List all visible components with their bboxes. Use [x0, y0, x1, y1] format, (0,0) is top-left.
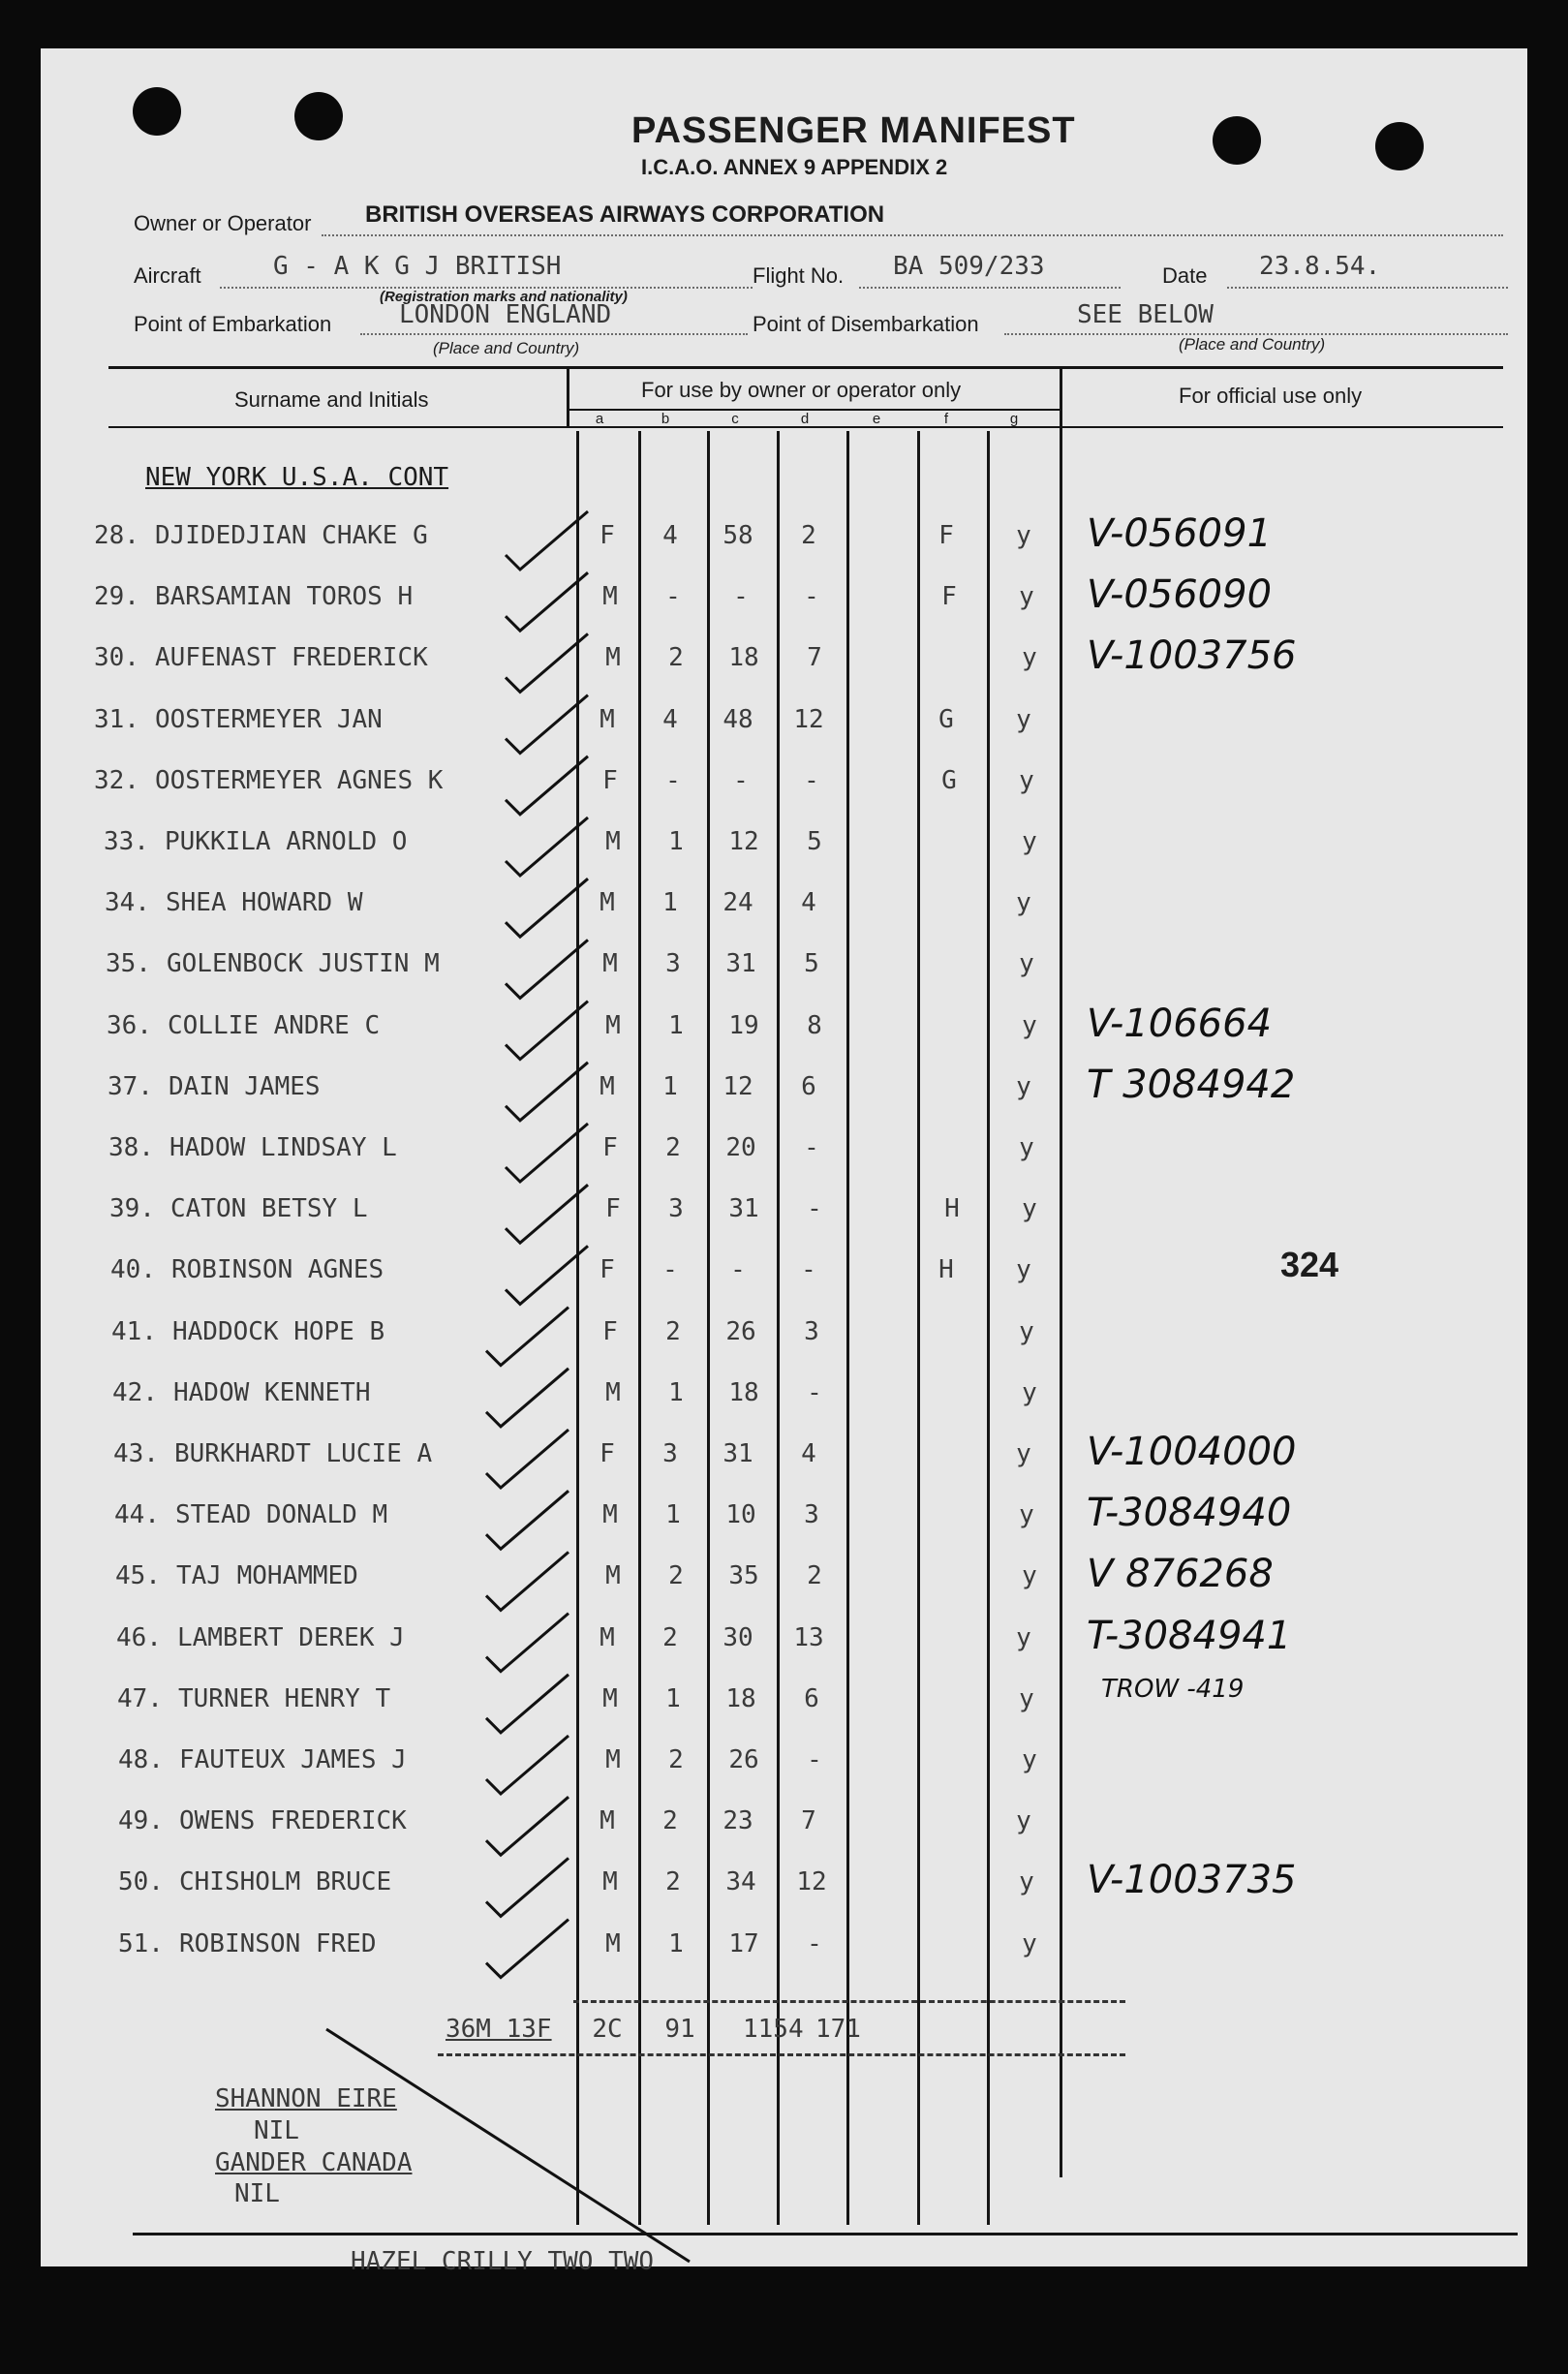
cell-d: 12: [796, 1867, 827, 1896]
cell-d: 6: [801, 1072, 816, 1101]
check-mark: [506, 879, 588, 937]
cell-d: -: [804, 766, 819, 795]
passenger-name: GOLENBOCK JUSTIN M: [167, 949, 440, 978]
cell-d: 2: [807, 1561, 822, 1590]
cell-a: M: [600, 1806, 615, 1835]
cell-g: y: [1019, 1684, 1034, 1713]
cell-c: 48: [723, 705, 753, 734]
disembark-value: SEE BELOW: [1077, 300, 1214, 329]
check-mark: [506, 572, 588, 631]
cell-b: 2: [662, 1806, 678, 1835]
check-mark: [506, 695, 588, 754]
cell-b: 3: [662, 1439, 678, 1468]
cell-c: 12: [723, 1072, 753, 1101]
row-number: 35.: [106, 949, 151, 978]
cell-a: F: [600, 1255, 615, 1284]
date-label: Date: [1162, 263, 1208, 288]
official-annotation: V-1003756: [1087, 633, 1297, 678]
cell-d: -: [804, 1133, 819, 1162]
pen-diagonal-stroke: [326, 2029, 690, 2262]
row-number: 46.: [116, 1623, 162, 1652]
cell-c: 18: [725, 1684, 756, 1713]
cell-c: 17: [728, 1929, 759, 1958]
col-surname: Surname and Initials: [234, 387, 429, 412]
passenger-name: BURKHARDT LUCIE A: [174, 1439, 433, 1468]
row-number: 44.: [114, 1500, 160, 1529]
cell-a: M: [600, 1072, 615, 1101]
row-number: 49.: [118, 1806, 164, 1835]
passenger-name: ROBINSON FRED: [179, 1929, 377, 1958]
cell-g: y: [1019, 1133, 1034, 1162]
cell-a: F: [600, 521, 615, 550]
cell-f: H: [938, 1255, 954, 1284]
row-number: 38.: [108, 1133, 154, 1162]
registration-note: (Registration marks and nationality): [380, 289, 628, 305]
cell-g: y: [1016, 1806, 1031, 1835]
cell-b: 1: [665, 1500, 681, 1529]
cell-g: y: [1019, 1500, 1034, 1529]
aircraft-value: G - A K G J BRITISH: [273, 252, 562, 281]
cell-c: 30: [723, 1623, 753, 1652]
cell-g: y: [1016, 888, 1031, 917]
cell-b: -: [665, 582, 681, 611]
cell-b: 1: [662, 1072, 678, 1101]
passenger-name: OWENS FREDERICK: [179, 1806, 407, 1835]
passenger-name: OOSTERMEYER JAN: [155, 705, 383, 734]
cell-b: 2: [668, 643, 684, 672]
owner-label: Owner or Operator: [134, 211, 312, 235]
cell-d: 4: [801, 888, 816, 917]
check-mark: [506, 940, 588, 998]
cell-c: 12: [728, 827, 759, 856]
cell-g: y: [1016, 1623, 1031, 1652]
cell-c: 23: [723, 1806, 753, 1835]
cell-a: F: [602, 766, 618, 795]
cell-c: 31: [725, 949, 756, 978]
official-annotation: T-3084940: [1087, 1491, 1292, 1535]
cell-d: 4: [801, 1439, 816, 1468]
flight-value: BA 509/233: [893, 252, 1045, 281]
passenger-name: HADOW LINDSAY L: [169, 1133, 397, 1162]
cell-a: M: [602, 1500, 618, 1529]
passenger-name: CHISHOLM BRUCE: [179, 1867, 392, 1896]
cell-a: M: [605, 1378, 621, 1407]
cell-d: 6: [804, 1684, 819, 1713]
cell-a: M: [602, 949, 618, 978]
check-mark: [486, 1675, 569, 1733]
cell-g: y: [1016, 1072, 1031, 1101]
cell-g: y: [1019, 766, 1034, 795]
col-owner: For use by owner or operator only: [641, 378, 962, 402]
cell-b: 2: [665, 1133, 681, 1162]
cell-b: 3: [665, 949, 681, 978]
row-number: 34.: [105, 888, 150, 917]
cell-a: M: [605, 1745, 621, 1774]
row-number: 37.: [108, 1072, 153, 1101]
check-mark: [506, 1246, 588, 1304]
cell-g: y: [1022, 1378, 1037, 1407]
passenger-name: TURNER HENRY T: [178, 1684, 391, 1713]
cell-a: M: [600, 888, 615, 917]
subcol-c: c: [731, 411, 739, 427]
pen-marks: [41, 48, 1527, 2266]
cell-d: 7: [807, 643, 822, 672]
section-heading: NEW YORK U.S.A. CONT: [145, 463, 449, 492]
cell-c: 58: [723, 521, 753, 550]
page-stamp: 324: [1280, 1245, 1339, 1284]
totals-label: 36M 13F: [446, 2015, 552, 2044]
check-mark: [506, 633, 588, 692]
cell-d: 8: [807, 1011, 822, 1040]
cell-g: y: [1016, 705, 1031, 734]
totals-b: 91: [664, 2015, 695, 2044]
official-annotation: T 3084942: [1087, 1063, 1296, 1107]
cell-d: 3: [804, 1500, 819, 1529]
cell-a: M: [605, 643, 621, 672]
passenger-name: TAJ MOHAMMED: [176, 1561, 358, 1590]
check-mark: [506, 511, 588, 570]
cell-g: y: [1019, 1867, 1034, 1896]
footer-line-3: GANDER CANADA: [215, 2148, 413, 2177]
check-mark: [486, 1491, 569, 1549]
subcol-g: g: [1009, 411, 1019, 427]
cell-d: 5: [807, 827, 822, 856]
cell-c: 18: [728, 1378, 759, 1407]
cell-g: y: [1019, 1317, 1034, 1346]
row-number: 41.: [111, 1317, 157, 1346]
cell-f: G: [941, 766, 957, 795]
cell-c: 26: [725, 1317, 756, 1346]
official-annotation: V-106664: [1087, 1002, 1273, 1046]
page-subtitle: I.C.A.O. ANNEX 9 APPENDIX 2: [641, 155, 948, 179]
cell-b: 1: [668, 1929, 684, 1958]
embark-label: Point of Embarkation: [134, 312, 332, 336]
subcol-f: f: [943, 411, 949, 427]
check-mark: [486, 1308, 569, 1366]
cell-f: F: [938, 521, 954, 550]
check-mark: [506, 817, 588, 876]
flight-label: Flight No.: [753, 263, 845, 288]
row-number: 31.: [94, 705, 139, 734]
cell-a: F: [605, 1194, 621, 1223]
totals-d: 171: [815, 2015, 861, 2044]
cell-b: 2: [665, 1317, 681, 1346]
row-number: 51.: [118, 1929, 164, 1958]
cell-d: 7: [801, 1806, 816, 1835]
check-mark: [486, 1430, 569, 1488]
disembark-label: Point of Disembarkation: [753, 312, 979, 336]
cell-g: y: [1022, 827, 1037, 856]
passenger-name: HADOW KENNETH: [173, 1378, 371, 1407]
subcol-a: a: [595, 411, 604, 427]
cell-g: y: [1016, 1439, 1031, 1468]
cell-d: -: [807, 1745, 822, 1774]
embark-note: (Place and Country): [433, 339, 580, 357]
passenger-name: FAUTEUX JAMES J: [179, 1745, 407, 1774]
disembark-note: (Place and Country): [1179, 335, 1326, 354]
row-number: 30.: [94, 643, 139, 672]
cell-c: -: [733, 582, 749, 611]
cell-g: y: [1019, 949, 1034, 978]
cell-g: y: [1022, 1011, 1037, 1040]
totals-a: 2C: [592, 2015, 623, 2044]
cell-a: F: [602, 1317, 618, 1346]
official-annotation: T-3084941: [1087, 1614, 1292, 1658]
embark-value: LONDON ENGLAND: [399, 300, 612, 329]
cell-b: 1: [668, 827, 684, 856]
cell-d: -: [807, 1929, 822, 1958]
check-mark: [486, 1858, 569, 1916]
subcol-e: e: [872, 411, 881, 427]
row-number: 39.: [109, 1194, 155, 1223]
cell-a: M: [602, 1684, 618, 1713]
row-number: 33.: [104, 827, 149, 856]
cell-b: 1: [668, 1011, 684, 1040]
cell-g: y: [1016, 521, 1031, 550]
passenger-name: DAIN JAMES: [169, 1072, 321, 1101]
official-annotation: V-1004000: [1087, 1430, 1297, 1474]
cell-d: -: [807, 1194, 822, 1223]
cell-g: y: [1022, 1194, 1037, 1223]
cell-d: 12: [793, 705, 824, 734]
bottom-text: HAZEL CRILLY TWO TWO: [351, 2247, 655, 2276]
row-number: 36.: [107, 1011, 152, 1040]
cell-d: 5: [804, 949, 819, 978]
cell-c: 20: [725, 1133, 756, 1162]
row-number: 42.: [112, 1378, 158, 1407]
cell-c: 31: [728, 1194, 759, 1223]
cell-b: 4: [662, 705, 678, 734]
manifest-sheet: [41, 48, 1527, 2276]
footer-line-4: NIL: [234, 2179, 280, 2208]
aircraft-label: Aircraft: [134, 263, 201, 288]
passenger-name: HADDOCK HOPE B: [172, 1317, 385, 1346]
cell-d: 3: [804, 1317, 819, 1346]
owner-value: BRITISH OVERSEAS AIRWAYS CORPORATION: [365, 201, 885, 228]
passenger-name: CATON BETSY L: [170, 1194, 368, 1223]
cell-b: 2: [665, 1867, 681, 1896]
cell-g: y: [1022, 1561, 1037, 1590]
cell-f: F: [941, 582, 957, 611]
cell-c: -: [733, 766, 749, 795]
check-mark: [506, 1185, 588, 1243]
cell-g: y: [1022, 1929, 1037, 1958]
cell-g: y: [1016, 1255, 1031, 1284]
check-mark: [486, 1736, 569, 1794]
subcol-b: b: [661, 411, 670, 427]
row-number: 29.: [94, 582, 139, 611]
cell-c: 19: [728, 1011, 759, 1040]
official-annotation: V-056090: [1087, 572, 1273, 617]
date-value: 23.8.54.: [1259, 252, 1381, 281]
cell-b: 4: [662, 521, 678, 550]
passenger-name: AUFENAST FREDERICK: [155, 643, 428, 672]
passenger-name: STEAD DONALD M: [175, 1500, 388, 1529]
passenger-name: LAMBERT DEREK J: [177, 1623, 405, 1652]
passenger-name: ROBINSON AGNES: [171, 1255, 384, 1284]
cell-c: 34: [725, 1867, 756, 1896]
check-mark: [486, 1552, 569, 1610]
official-annotation: V-056091: [1087, 511, 1273, 556]
check-mark: [486, 1614, 569, 1672]
cell-c: 24: [723, 888, 753, 917]
passenger-name: BARSAMIAN TOROS H: [155, 582, 414, 611]
cell-a: M: [605, 1561, 621, 1590]
page-title: PASSENGER MANIFEST: [631, 110, 1076, 151]
footer-line-2: NIL: [254, 2116, 299, 2145]
cell-a: M: [600, 1623, 615, 1652]
cell-b: 2: [668, 1745, 684, 1774]
passenger-name: DJIDEDJIAN CHAKE G: [155, 521, 428, 550]
cell-b: 2: [662, 1623, 678, 1652]
cell-b: -: [665, 766, 681, 795]
check-mark: [506, 1002, 588, 1060]
cell-c: -: [730, 1255, 746, 1284]
row-number: 50.: [118, 1867, 164, 1896]
official-annotation: TROW -419: [1101, 1675, 1245, 1704]
cell-b: 2: [668, 1561, 684, 1590]
cell-a: M: [602, 1867, 618, 1896]
official-annotation: V 876268: [1087, 1552, 1274, 1596]
cell-d: -: [807, 1378, 822, 1407]
cell-a: M: [605, 1011, 621, 1040]
cell-f: H: [944, 1194, 960, 1223]
cell-b: 1: [665, 1684, 681, 1713]
footer-line-1: SHANNON EIRE: [215, 2084, 397, 2113]
check-mark: [506, 1063, 588, 1121]
cell-b: 3: [668, 1194, 684, 1223]
subcol-d: d: [800, 411, 810, 427]
check-mark: [486, 1369, 569, 1427]
cell-a: M: [600, 705, 615, 734]
cell-d: 2: [801, 521, 816, 550]
cell-d: 13: [793, 1623, 824, 1652]
check-mark: [486, 1920, 569, 1978]
cell-c: 26: [728, 1745, 759, 1774]
cell-f: G: [938, 705, 954, 734]
row-number: 43.: [113, 1439, 159, 1468]
cell-d: -: [801, 1255, 816, 1284]
row-number: 45.: [115, 1561, 161, 1590]
passenger-name: PUKKILA ARNOLD O: [165, 827, 408, 856]
check-mark: [486, 1797, 569, 1855]
row-number: 40.: [110, 1255, 156, 1284]
cell-b: 1: [668, 1378, 684, 1407]
cell-d: -: [804, 582, 819, 611]
check-mark: [506, 1124, 588, 1182]
cell-g: y: [1022, 643, 1037, 672]
passenger-name: OOSTERMEYER AGNES K: [155, 766, 444, 795]
totals-c: 1154: [743, 2015, 804, 2044]
cell-c: 31: [723, 1439, 753, 1468]
col-official: For official use only: [1179, 384, 1363, 408]
cell-g: y: [1022, 1745, 1037, 1774]
official-annotation: V-1003735: [1087, 1858, 1297, 1902]
row-number: 47.: [117, 1684, 163, 1713]
row-number: 28.: [94, 521, 139, 550]
passenger-name: SHEA HOWARD W: [166, 888, 363, 917]
cell-a: M: [605, 827, 621, 856]
cell-c: 10: [725, 1500, 756, 1529]
cell-a: M: [602, 582, 618, 611]
cell-a: M: [605, 1929, 621, 1958]
cell-c: 35: [728, 1561, 759, 1590]
row-number: 32.: [94, 766, 139, 795]
cell-g: y: [1019, 582, 1034, 611]
passenger-name: COLLIE ANDRE C: [168, 1011, 381, 1040]
cell-b: 1: [662, 888, 678, 917]
row-number: 48.: [118, 1745, 164, 1774]
cell-c: 18: [728, 643, 759, 672]
check-mark: [506, 756, 588, 815]
cell-a: F: [600, 1439, 615, 1468]
cell-b: -: [662, 1255, 678, 1284]
cell-a: F: [602, 1133, 618, 1162]
